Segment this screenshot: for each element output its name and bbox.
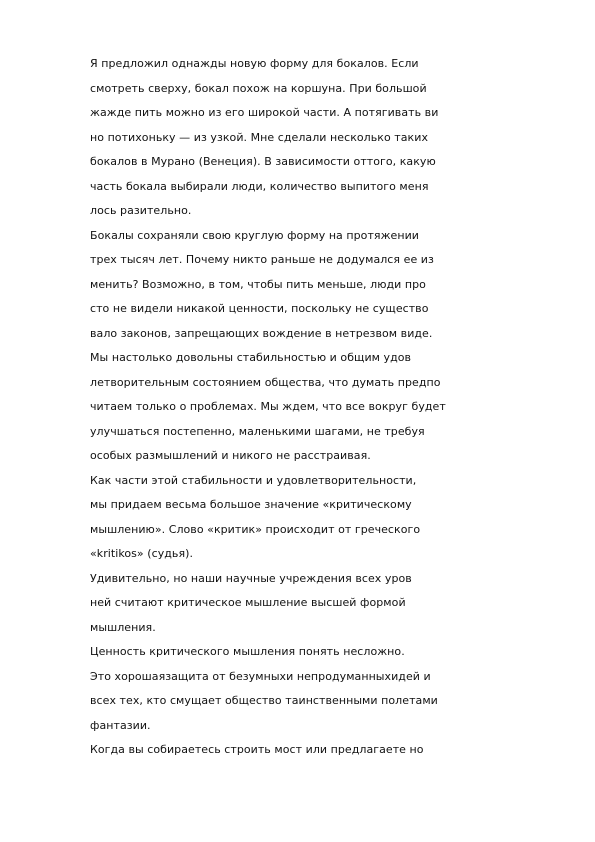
text-line: летворительным состоянием общества, что думать предпо [90,375,441,389]
text-line: но потихоньку — из узкой. Мне сделали несколько таких [90,130,429,144]
text-line: лось разительно. [90,204,192,217]
text-line: вало законов, запрещающих вождение в нетрезвом виде. [90,326,433,340]
text-line: Удивительно, но наши научные учреждения всех уров [90,571,412,585]
text-line: «kritikos» (судья). [90,547,194,560]
text-line: особых размышлений и никого не расстраивая. [90,449,371,462]
text-line: читаем только о проблемах. Мы ждем, что все вокруг будет [90,400,446,413]
text-line: мышления. [90,620,156,634]
text-line: часть бокала выбирали люди, количество выпитого меня [90,179,429,193]
text-line: смотреть сверху, бокал похож на коршуна. При большой [90,81,427,95]
text-line: трех тысяч лет. Почему никто раньше не додумался ее из [90,253,434,266]
text-line: мышлению». Слово «критик» происходит от греческого [90,522,421,536]
text-line: улучшаться постепенно, маленькими шагами, не требуя [90,424,425,438]
text-line: бокалов в Мурано (Венеция). В зависимости оттого, какую [90,155,436,168]
text-line: Мы настолько довольны стабильностью и общим удов [90,351,412,364]
text-line: жажде пить можно из его широкой части. А потягивать ви [90,106,439,119]
text-line: всех тех, кто смущает общество таинственными полетами [90,694,438,707]
body-text [90,52,510,763]
text-line: менить? Возможно, в том, чтобы пить меньше, люди про [90,277,426,291]
text-line: Как части этой стабильности и удовлетворительности, [90,473,417,487]
text-line: Ценность критического мышления понять несложно. [90,645,405,658]
text-line: ней считают критическое мышление высшей формой [90,596,406,609]
text-line: фантазии. [90,718,151,732]
text-line: сто не видели никакой ценности, поскольку не существо [90,302,429,315]
text-line: Бокалы сохраняли свою круглую форму на протяжении [90,228,419,242]
text-line: Это хорошаязащита от безумныхи непродуманныхидей и [90,669,431,683]
text-line: Я предложил однажды новую форму для бокалов. Если [90,57,419,70]
text-line: Когда вы собираетесь строить мост или предлагаете но [90,743,424,756]
text-line: мы придаем весьма большое значение «критическому [90,498,412,511]
